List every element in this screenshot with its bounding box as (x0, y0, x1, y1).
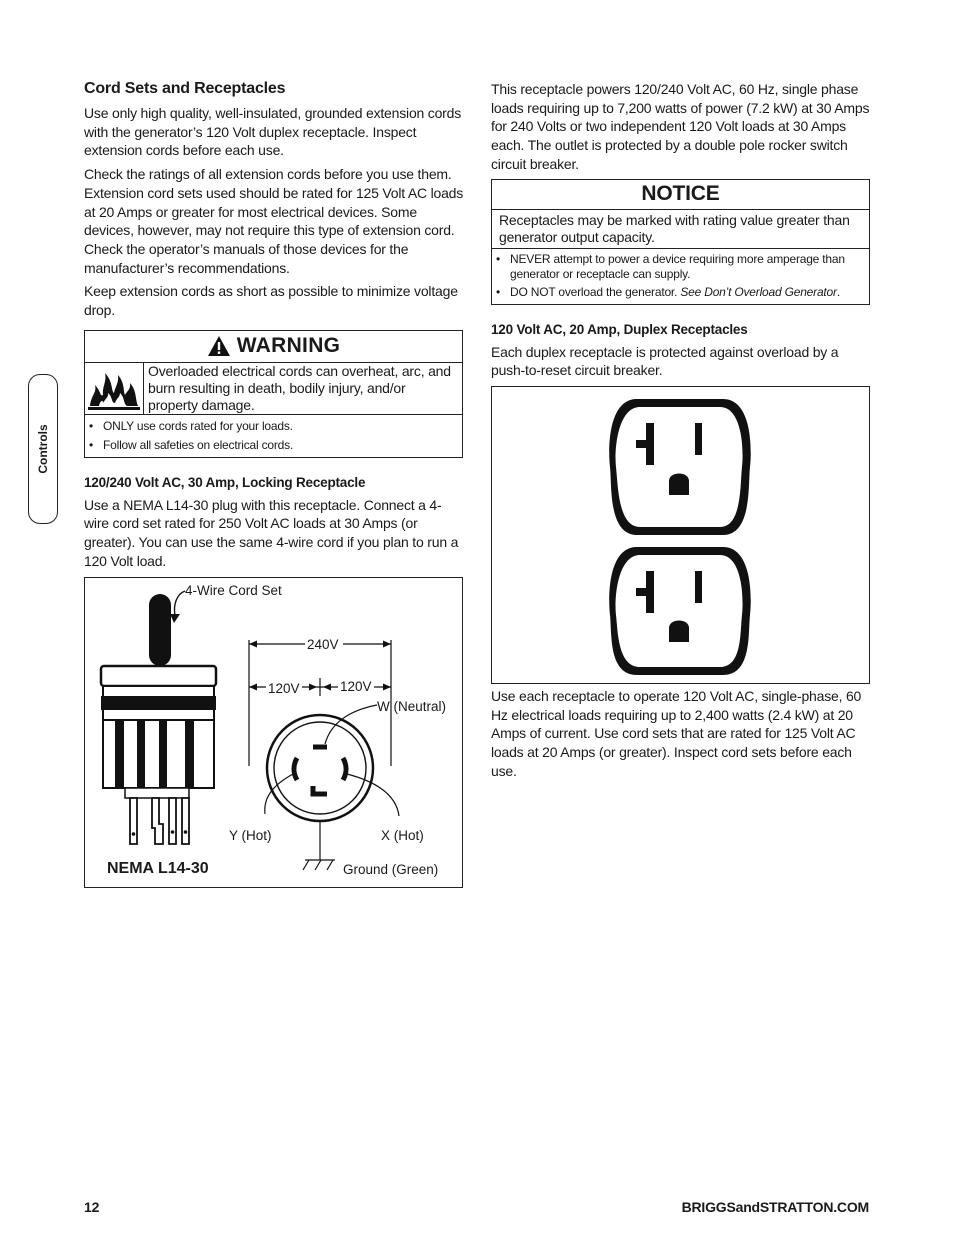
nema-diagram (84, 577, 463, 888)
section-heading: Cord Sets and Receptacles (84, 80, 286, 97)
side-tab (28, 374, 58, 524)
notice-bullet-2-main: DO NOT overload the generator. (510, 284, 681, 299)
notice-bullet-2-end: . (836, 284, 840, 299)
notice-bullet-1: • NEVER attempt to power a device requiring more amperage than generator or receptacle can supply. (496, 252, 863, 282)
dim-120v-right: 120V (340, 678, 372, 694)
duplex-after-paragraph: Use each receptacle to operate 120 Volt AC, single-phase, 60 Hz electrical loads requiring up to 2,400 watts (2.4 kW) at 20 Amps of current. Use cord sets that are rated for 125 Volt AC loads at 20 Amps (or greater). Inspect cord sets before each use. (491, 687, 862, 779)
dim-240v: 240V (307, 636, 339, 652)
left-column (84, 80, 464, 888)
notice-header (492, 180, 869, 210)
outlet-top-icon (609, 399, 750, 535)
warning-bullet-1: • ONLY use cords rated for your loads. (89, 418, 456, 435)
nema-label: NEMA L14-30 (107, 859, 209, 877)
ground-label: Ground (Green) (343, 861, 439, 877)
warning-box (84, 330, 463, 458)
paragraph-1: Use only high quality, well-insulated, grounded extension cords with the generator’s 120 Volt duplex receptacle. Inspect extension cords before each use. (84, 105, 462, 159)
warning-header (85, 331, 462, 363)
warning-text: Overloaded electrical cords can overheat, arc, and burn resulting in death, bodily injury, and/or property damage. (148, 362, 451, 413)
notice-bullets (492, 249, 869, 304)
notice-text: Receptacles may be marked with rating value greater than generator output capacity. (492, 210, 869, 249)
warning-bullet-2: • Follow all safeties on electrical cords. (89, 437, 456, 454)
warning-triangle-icon (207, 335, 231, 357)
page-number: 12 (84, 1199, 100, 1215)
dim-120v-left: 120V (268, 680, 300, 696)
notice-title: NOTICE (641, 182, 720, 206)
right-column (491, 80, 871, 785)
paragraph-3: Keep extension cords as short as possible to minimize voltage drop. (84, 283, 458, 319)
notice-box (491, 179, 870, 305)
side-tab-label: Controls (36, 424, 50, 474)
paragraph-2: Check the ratings of all extension cords before you use them. Extension cord sets used should be rated for 125 Volt AC loads at 20 Amps or greater for most electrical devices. Some devices, however, may not require this type of extension cord. Check the operator’s manuals of those devices for the manufacturer’s recommendations. (84, 166, 464, 276)
warning-bullets (85, 415, 462, 457)
nema-l14-30-illustration (85, 578, 461, 886)
x-hot-label: X (Hot) (381, 827, 424, 843)
notice-bullet-2 (496, 284, 863, 301)
duplex-receptacle-illustration (492, 387, 868, 682)
warning-body (85, 363, 462, 415)
neutral-label: W (Neutral) (377, 698, 447, 714)
notice-bullet-2-link: See Don’t Overload Generator (680, 284, 837, 299)
duplex-diagram (491, 386, 870, 684)
subheading-locking: 120/240 Volt AC, 30 Amp, Locking Receptacle (84, 474, 366, 490)
y-hot-label: Y (Hot) (229, 827, 272, 843)
fire-icon (85, 365, 143, 411)
website: BRIGGSandSTRATTON.COM (681, 1199, 869, 1215)
subheading-duplex: 120 Volt AC, 20 Amp, Duplex Receptacles (491, 321, 748, 337)
warning-title: WARNING (236, 334, 341, 358)
outlet-bottom-icon (609, 547, 750, 675)
receptacle-paragraph: This receptacle powers 120/240 Volt AC, 60 Hz, single phase loads requiring up to 7,200 watts of power (7.2 kW) at 30 Amps for 240 Volts or two independent 120 Volt loads at 30 Amps each. The outlet is protected by a double pole rocker switch circuit breaker. (491, 81, 870, 172)
duplex-paragraph: Each duplex receptacle is protected against overload by a push-to-reset circuit breaker. (491, 343, 839, 379)
fire-icon-cell (85, 363, 144, 414)
cord-label: 4-Wire Cord Set (185, 582, 282, 598)
locking-paragraph: Use a NEMA L14-30 plug with this receptacle. Connect a 4-wire cord set rated for 250 Volt AC loads at 30 Amps (or greater). You can use the same 4-wire cord if you plan to run a 120 Volt load. (84, 496, 459, 569)
